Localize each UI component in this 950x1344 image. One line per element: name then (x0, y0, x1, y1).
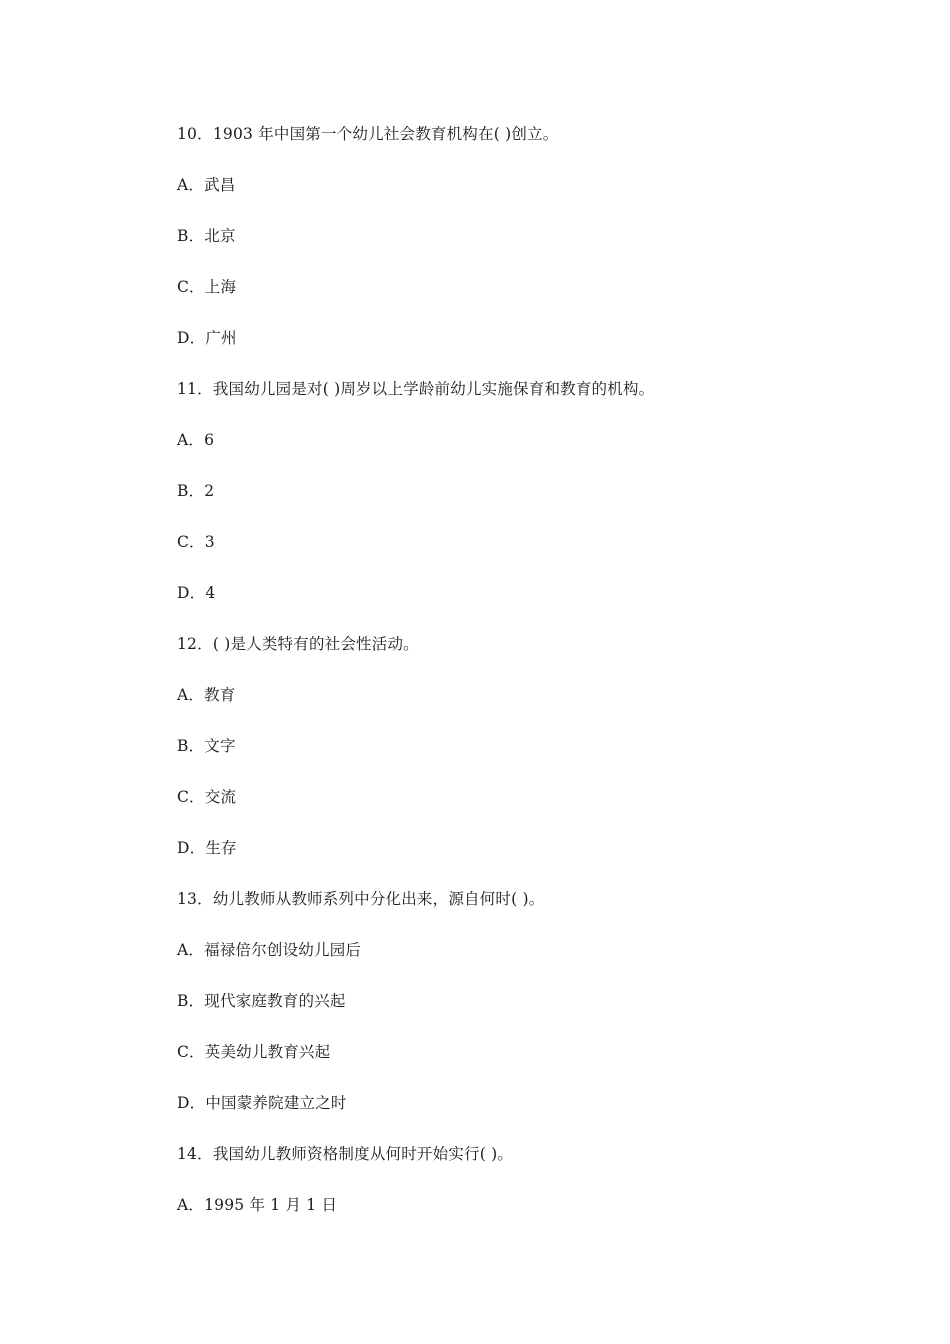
question-12 (177, 631, 877, 886)
question-11 (177, 376, 877, 631)
option-d: D．4 (177, 584, 216, 602)
question-13 (177, 886, 877, 1141)
option-b: B．北京 (177, 227, 236, 245)
question-14 (177, 1141, 877, 1243)
question-stem: 13．幼儿教师从教师系列中分化出来，源自何时( )。 (177, 890, 545, 908)
question-stem: 11．我国幼儿园是对( )周岁以上学龄前幼儿实施保育和教育的机构。 (177, 380, 655, 398)
option-c: C．英美幼儿教育兴起 (177, 1043, 331, 1061)
option-b: B．现代家庭教育的兴起 (177, 992, 346, 1010)
option-a: A．福禄倍尔创设幼儿园后 (177, 941, 362, 959)
option-a: A．1995 年 1 月 1 日 (177, 1196, 338, 1214)
option-d: D．生存 (177, 839, 237, 857)
question-10 (177, 121, 877, 376)
option-c: C．3 (177, 533, 215, 551)
option-a: A．教育 (177, 686, 236, 704)
option-b: B．2 (177, 482, 215, 500)
question-stem: 12．( )是人类特有的社会性活动。 (177, 635, 419, 653)
question-stem: 14．我国幼儿教师资格制度从何时开始实行( )。 (177, 1145, 514, 1163)
question-stem: 10．1903 年中国第一个幼儿社会教育机构在( )创立。 (177, 125, 559, 143)
option-c: C．交流 (177, 788, 237, 806)
question-list (177, 121, 877, 1243)
option-d: D．广州 (177, 329, 237, 347)
option-c: C．上海 (177, 278, 237, 296)
option-d: D．中国蒙养院建立之时 (177, 1094, 347, 1112)
option-a: A．武昌 (177, 176, 236, 194)
option-a: A．6 (177, 431, 215, 449)
option-b: B．文字 (177, 737, 236, 755)
